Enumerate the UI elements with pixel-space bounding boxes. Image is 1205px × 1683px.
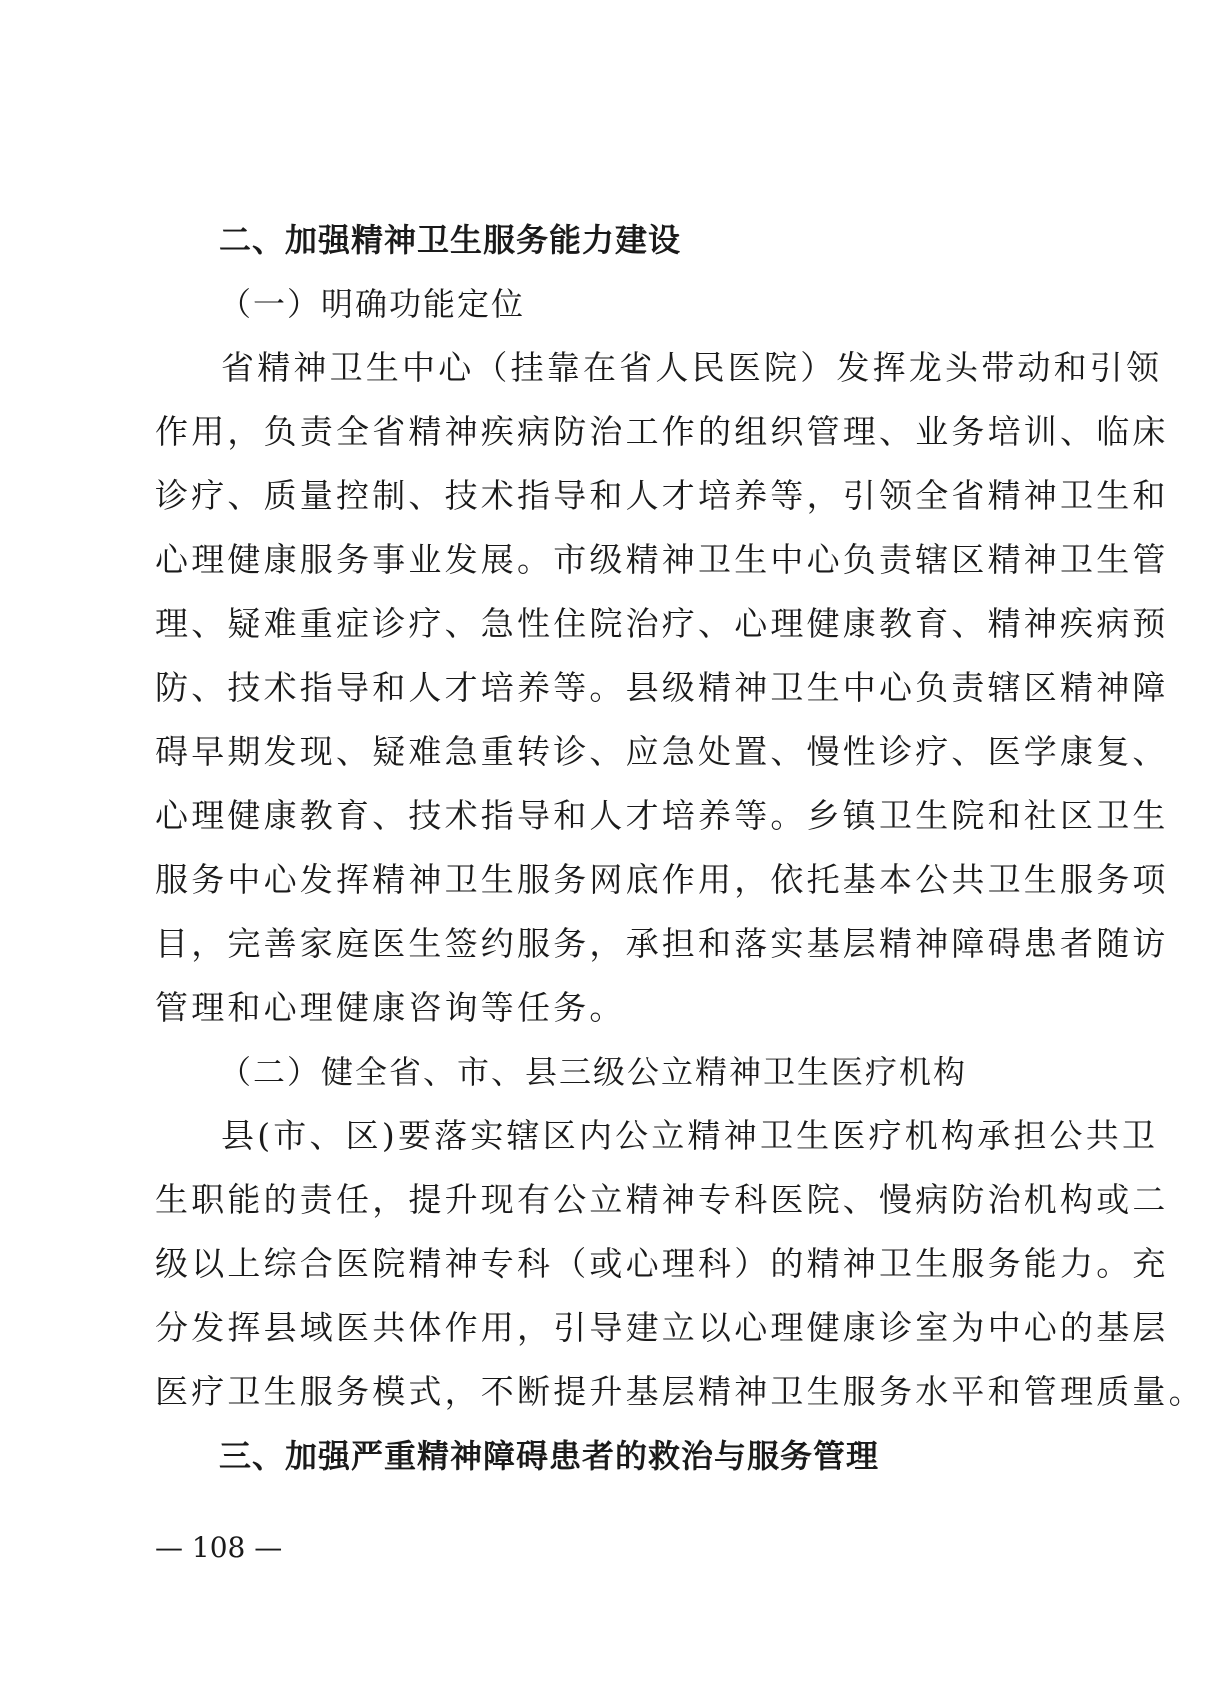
paragraph-function-positioning	[155, 336, 1169, 1040]
paragraph-line: 心理健康服务事业发展。市级精神卫生中心负责辖区精神卫生管	[155, 540, 1169, 579]
document-body	[155, 208, 1205, 1488]
subsection-heading-2: （二）健全省、市、县三级公立精神卫生医疗机构	[219, 1053, 968, 1091]
paragraph-line: 防、技术指导和人才培养等。县级精神卫生中心负责辖区精神障	[155, 668, 1169, 707]
paragraph-three-level-institutions	[155, 1104, 1205, 1424]
page-number: — 108 —	[155, 1531, 283, 1564]
paragraph-line: 目，完善家庭医生签约服务，承担和落实基层精神障碍患者随访	[155, 924, 1169, 963]
paragraph-line: 管理和心理健康咨询等任务。	[155, 988, 626, 1027]
paragraph-line: 县(市、区)要落实辖区内公立精神卫生医疗机构承担公共卫	[221, 1116, 1159, 1155]
paragraph-line: 服务中心发挥精神卫生服务网底作用，依托基本公共卫生服务项	[155, 860, 1169, 899]
paragraph-line: 生职能的责任，提升现有公立精神专科医院、慢病防治机构或二	[155, 1180, 1169, 1219]
section-heading-3: 三、加强严重精神障碍患者的救治与服务管理	[219, 1437, 880, 1475]
paragraph-line: 作用，负责全省精神疾病防治工作的组织管理、业务培训、临床	[155, 412, 1169, 451]
paragraph-line: 理、疑难重症诊疗、急性住院治疗、心理健康教育、精神疾病预	[155, 604, 1169, 643]
section-heading-2: 二、加强精神卫生服务能力建设	[219, 221, 682, 259]
paragraph-line: 碍早期发现、疑难急重转诊、应急处置、慢性诊疗、医学康复、	[155, 732, 1169, 771]
subsection-heading-1: （一）明确功能定位	[219, 285, 526, 323]
paragraph-line: 分发挥县域医共体作用，引导建立以心理健康诊室为中心的基层	[155, 1308, 1169, 1347]
paragraph-line: 省精神卫生中心（挂靠在省人民医院）发挥龙头带动和引领	[221, 348, 1163, 387]
paragraph-line: 诊疗、质量控制、技术指导和人才培养等，引领全省精神卫生和	[155, 476, 1169, 515]
paragraph-line: 医疗卫生服务模式，不断提升基层精神卫生服务水平和管理质量。	[155, 1372, 1205, 1411]
paragraph-line: 心理健康教育、技术指导和人才培养等。乡镇卫生院和社区卫生	[155, 796, 1169, 835]
paragraph-line: 级以上综合医院精神专科（或心理科）的精神卫生服务能力。充	[155, 1244, 1169, 1283]
